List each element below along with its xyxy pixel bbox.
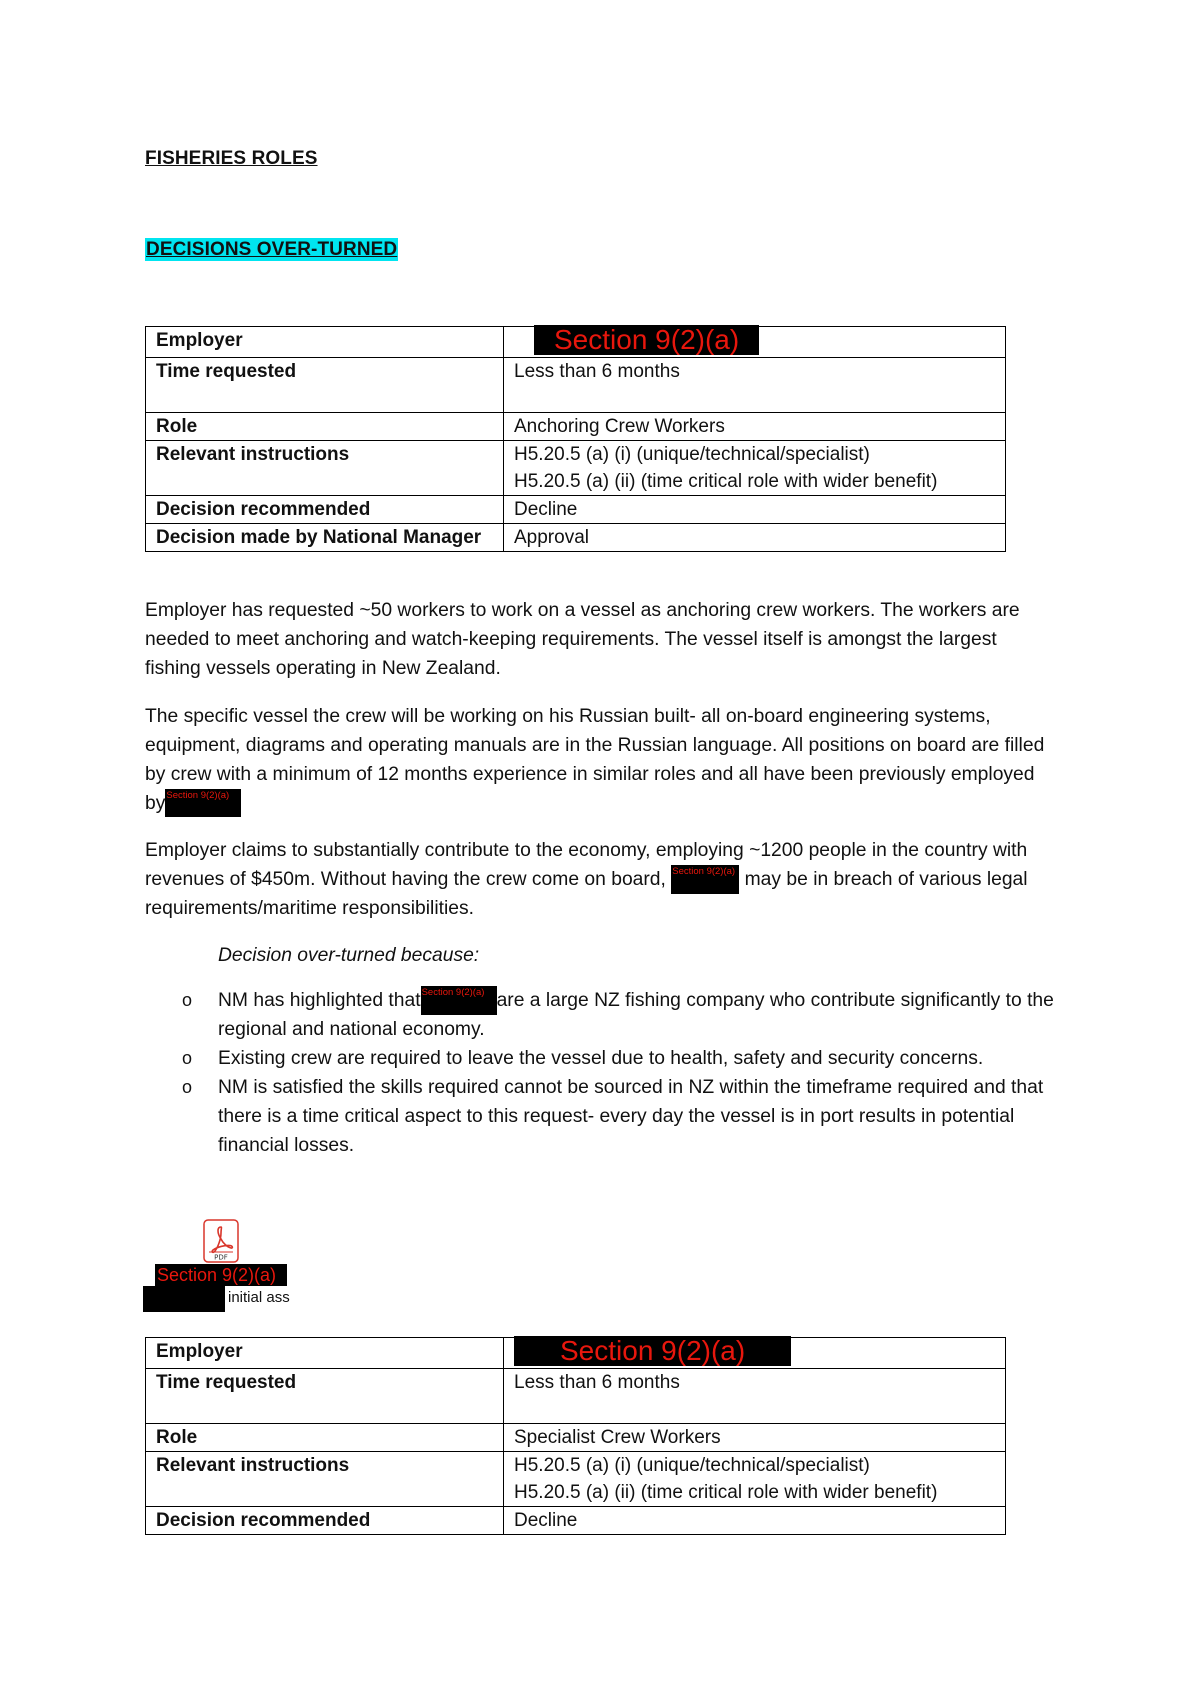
list-item-text: NM is satisfied the skills required cannot be sourced in NZ within the timeframe required and that there is a time critical aspect to this request- every day the vessel is in port results in potential financial losses. <box>218 1077 1044 1156</box>
table-key: Role <box>146 1424 504 1452</box>
list-item <box>145 1044 1055 1073</box>
table-row <box>146 1452 1006 1507</box>
list-item-text: Existing crew are required to leave the vessel due to health, safety and security concerns. <box>218 1048 984 1069</box>
redaction-box: Section 9(2)(a) <box>165 789 241 817</box>
table-key: Time requested <box>146 358 504 413</box>
table-key: Decision recommended <box>146 1507 504 1535</box>
redaction-box: Section 9(2)(a) <box>534 325 759 355</box>
instruction-line: H5.20.5 (a) (i) (unique/technical/specialist) <box>514 1455 870 1476</box>
instruction-line: H5.20.5 (a) (ii) (time critical role with wider benefit) <box>514 1482 938 1503</box>
paragraph-economy <box>145 836 1055 923</box>
table-value: Anchoring Crew Workers <box>504 413 1006 441</box>
table-row <box>146 496 1006 524</box>
instruction-line: H5.20.5 (a) (i) (unique/technical/specialist) <box>514 444 870 465</box>
table-value-redacted <box>504 1335 1006 1369</box>
table-key: Employer <box>146 1338 504 1369</box>
table-value <box>504 1452 1006 1507</box>
bullet-marker: o <box>182 1077 193 1097</box>
table-key: Time requested <box>146 1369 504 1424</box>
decision-table-2 <box>145 1337 1006 1535</box>
table-key: Decision recommended <box>146 496 504 524</box>
attachment-caption: initial ass <box>228 1289 290 1306</box>
table-key: Decision made by National Manager <box>146 524 504 552</box>
table-row <box>146 1507 1006 1535</box>
pdf-icon-label: PDF <box>214 1253 228 1262</box>
table-value: Less than 6 months <box>504 358 1006 413</box>
redaction-box: Section 9(2)(a) <box>155 1264 287 1286</box>
reasons-list <box>145 986 1055 1160</box>
redaction-box: Section 9(2)(a) <box>671 865 739 894</box>
paragraph-request: Employer has requested ~50 workers to work on a vessel as anchoring crew workers. The workers are needed to meet anchoring and watch-keeping requirements. The vessel itself is amongst the largest fishing vessels operating in New Zealand. <box>145 600 1020 679</box>
table-row <box>146 1338 1006 1369</box>
table-key: Relevant instructions <box>146 1452 504 1507</box>
reason-intro: Decision over-turned because: <box>218 945 480 966</box>
table-row <box>146 413 1006 441</box>
redaction-box <box>143 1286 225 1312</box>
pdf-attachment[interactable] <box>203 1219 239 1263</box>
redaction-box: Section 9(2)(a) <box>421 986 497 1015</box>
section-heading-text: DECISIONS OVER-TURNED <box>146 239 398 260</box>
section-heading <box>145 239 398 261</box>
redaction-box: Section 9(2)(a) <box>514 1336 791 1366</box>
paragraph-text: The specific vessel the crew will be working on his Russian built- all on-board engineering systems, equipment, diagrams and operating manuals are in the Russian language. All positions on board are filled by crew with a minimum of 12 months experience in similar roles and all have been previously employed by <box>145 706 1045 814</box>
decision-table-1 <box>145 326 1006 552</box>
table-value: Less than 6 months <box>504 1369 1006 1424</box>
table-value: Decline <box>504 496 1006 524</box>
table-value: Approval <box>504 524 1006 552</box>
instruction-line: H5.20.5 (a) (ii) (time critical role with wider benefit) <box>514 471 938 492</box>
table-value <box>504 441 1006 496</box>
document-title: FISHERIES ROLES <box>145 148 318 169</box>
table-row <box>146 441 1006 496</box>
paragraph-vessel <box>145 702 1055 818</box>
table-key: Relevant instructions <box>146 441 504 496</box>
table-row <box>146 1424 1006 1452</box>
attachment-caption-redaction <box>155 1264 287 1286</box>
bullet-marker: o <box>182 1048 193 1068</box>
paragraph-text: Employer claims to substantially contribute to the economy, employing ~1200 people in the country with revenues of $450m. Without having the crew come on board, <box>145 840 1028 890</box>
table-row <box>146 524 1006 552</box>
table-key: Employer <box>146 327 504 358</box>
table-value-redacted <box>504 324 1006 358</box>
table-row <box>146 358 1006 413</box>
pdf-icon <box>203 1219 239 1263</box>
list-item-text: are a large NZ fishing company who contribute significantly to the regional and national economy. <box>218 990 1054 1040</box>
table-row <box>146 1369 1006 1424</box>
bullet-marker: o <box>182 990 193 1010</box>
list-item <box>145 1073 1055 1160</box>
table-value: Decline <box>504 1507 1006 1535</box>
table-value: Specialist Crew Workers <box>504 1424 1006 1452</box>
table-key: Role <box>146 413 504 441</box>
table-row <box>146 327 1006 358</box>
paragraph-text: may be in breach of various legal requirements/maritime responsibilities. <box>145 869 1028 919</box>
list-item-text: NM has highlighted that <box>218 990 421 1011</box>
list-item <box>145 986 1055 1044</box>
